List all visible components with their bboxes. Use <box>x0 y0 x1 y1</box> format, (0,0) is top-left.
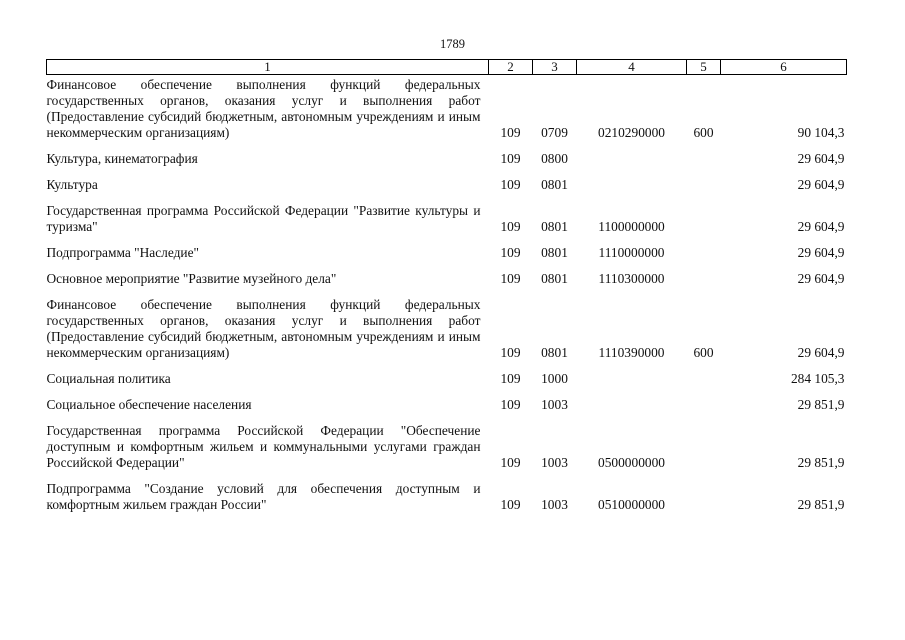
row-csr: 1110000000 <box>598 245 665 260</box>
budget-table <box>46 59 847 513</box>
row-vr <box>687 193 721 235</box>
row-csr: 0500000000 <box>598 455 665 470</box>
row-ved: 109 <box>500 271 521 286</box>
table-row <box>47 235 847 261</box>
row-vr <box>687 471 721 513</box>
row-vr <box>687 167 721 193</box>
row-amount: 29 604,9 <box>797 245 845 260</box>
row-vr <box>687 413 721 471</box>
row-name: Основное мероприятие "Развитие музейного дела" <box>46 271 337 286</box>
row-name: Культура, кинематография <box>46 151 198 166</box>
row-csr: 1100000000 <box>598 219 665 234</box>
row-name: Культура <box>46 177 98 192</box>
row-rz: 0800 <box>541 151 568 166</box>
header-col-2: 2 <box>489 60 533 75</box>
row-rz: 0801 <box>541 245 568 260</box>
row-csr <box>577 387 687 413</box>
row-vr <box>687 387 721 413</box>
row-rz: 1003 <box>541 397 568 412</box>
row-ved: 109 <box>500 151 521 166</box>
row-csr <box>577 361 687 387</box>
row-ved: 109 <box>500 497 521 512</box>
table-row <box>47 141 847 167</box>
row-ved: 109 <box>500 345 521 360</box>
row-vr: 600 <box>693 125 714 140</box>
table-row <box>47 387 847 413</box>
row-csr <box>577 167 687 193</box>
row-amount: 29 604,9 <box>797 219 845 234</box>
row-vr <box>687 141 721 167</box>
row-vr <box>687 235 721 261</box>
table-row <box>47 167 847 193</box>
row-vr: 600 <box>693 345 714 360</box>
row-amount: 29 604,9 <box>797 345 845 360</box>
row-rz: 0709 <box>541 125 568 140</box>
header-col-4: 4 <box>577 60 687 75</box>
header-col-1: 1 <box>47 60 489 75</box>
row-name: Социальная политика <box>46 371 171 386</box>
row-csr: 1110300000 <box>598 271 665 286</box>
row-name: Подпрограмма "Создание условий для обеспечения доступным и комфортным жильем граждан России" <box>46 481 481 512</box>
header-row <box>47 60 847 75</box>
table-row <box>47 413 847 471</box>
row-ved: 109 <box>500 397 521 412</box>
row-amount: 29 604,9 <box>797 151 845 166</box>
row-rz: 0801 <box>541 271 568 286</box>
row-amount: 29 851,9 <box>797 397 845 412</box>
table-row <box>47 261 847 287</box>
row-rz: 1003 <box>541 455 568 470</box>
row-vr <box>687 261 721 287</box>
row-ved: 109 <box>500 219 521 234</box>
header-col-6: 6 <box>721 60 847 75</box>
row-ved: 109 <box>500 455 521 470</box>
page-number: 1789 <box>440 37 465 51</box>
row-name: Социальное обеспечение населения <box>46 397 252 412</box>
row-name: Государственная программа Российской Федерации "Обеспечение доступным и комфортным жильем и коммунальными услугами граждан Российской Федерации" <box>46 423 481 470</box>
row-vr <box>687 361 721 387</box>
row-rz: 0801 <box>541 345 568 360</box>
row-csr: 1110390000 <box>598 345 665 360</box>
row-ved: 109 <box>500 245 521 260</box>
row-amount: 29 851,9 <box>797 455 845 470</box>
row-ved: 109 <box>500 125 521 140</box>
header-col-3: 3 <box>533 60 577 75</box>
row-amount: 90 104,3 <box>797 125 845 140</box>
row-name: Государственная программа Российской Федерации "Развитие культуры и туризма" <box>46 203 481 234</box>
row-amount: 29 851,9 <box>797 497 845 512</box>
row-name: Финансовое обеспечение выполнения функций федеральных государственных органов, оказания услуг и выполнения работ (Предоставление субсидий бюджетным, автономным учреждениям и иным некоммерческим организациям) <box>46 77 481 140</box>
row-csr <box>577 141 687 167</box>
table-row <box>47 361 847 387</box>
table-row <box>47 75 847 142</box>
row-ved: 109 <box>500 177 521 192</box>
table-header <box>47 60 847 75</box>
row-csr: 0210290000 <box>598 125 665 140</box>
row-amount: 284 105,3 <box>790 371 845 386</box>
row-csr: 0510000000 <box>598 497 665 512</box>
header-col-5: 5 <box>687 60 721 75</box>
row-rz: 0801 <box>541 177 568 192</box>
table-row <box>47 287 847 361</box>
row-rz: 0801 <box>541 219 568 234</box>
row-rz: 1000 <box>541 371 568 386</box>
row-name: Финансовое обеспечение выполнения функций федеральных государственных органов, оказания услуг и выполнения работ (Предоставление субсидий бюджетным, автономным учреждениям и иным некоммерческим организациям) <box>46 297 481 360</box>
row-name: Подпрограмма "Наследие" <box>46 245 199 260</box>
table-row <box>47 193 847 235</box>
table-row <box>47 471 847 513</box>
row-rz: 1003 <box>541 497 568 512</box>
row-amount: 29 604,9 <box>797 177 845 192</box>
row-amount: 29 604,9 <box>797 271 845 286</box>
table-body <box>47 75 847 514</box>
row-ved: 109 <box>500 371 521 386</box>
